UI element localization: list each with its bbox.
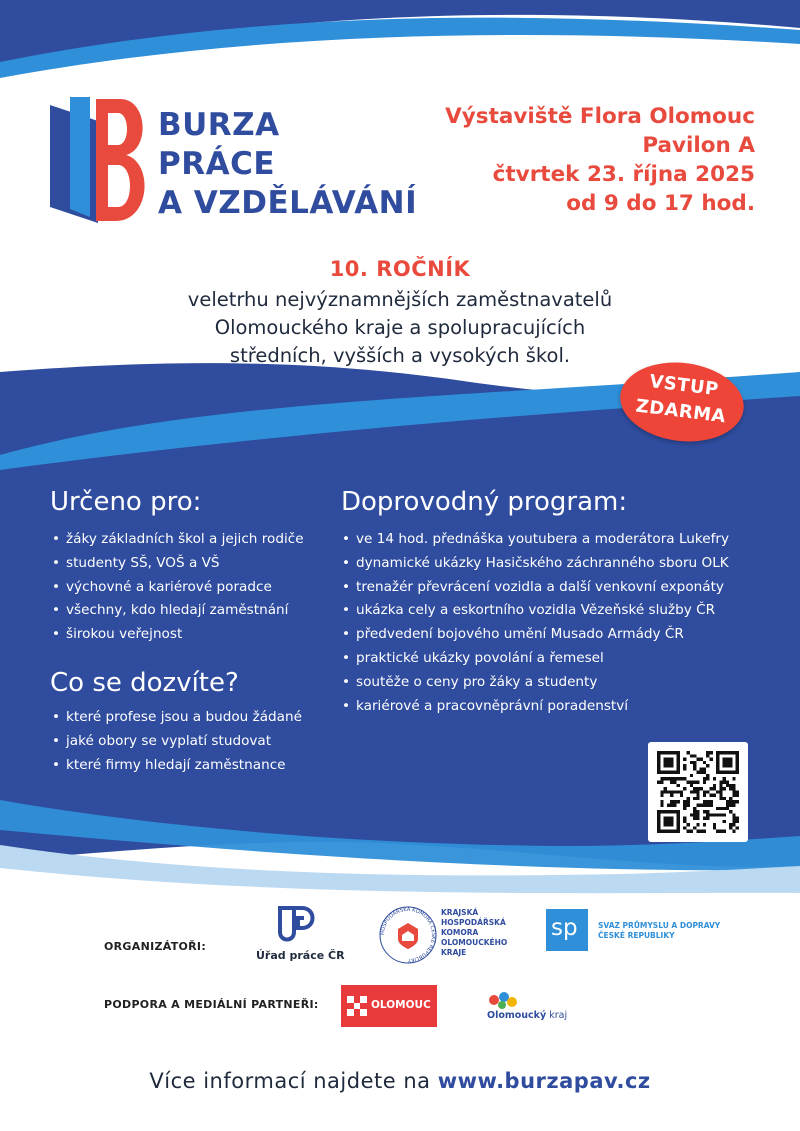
program-heading: Doprovodný program: (341, 487, 628, 517)
olomouc-city-name: OLOMOUC (371, 999, 431, 1011)
olomoucky-kraj-light: kraj (549, 1010, 568, 1021)
venue-pavilion: Pavilon A (642, 133, 755, 158)
olomoucky-kraj-name[interactable] (487, 1010, 567, 1021)
list-item: • které firmy hledají zaměstnance (52, 754, 302, 778)
khk-name-line3: KOMORA (441, 928, 479, 937)
list-item: • dynamické ukázky Hasičského záchranného sboru OLK (342, 552, 729, 576)
list-item: • které profese jsou a budou žádané (52, 706, 302, 730)
badge-line2: ZDARMA (634, 395, 728, 428)
urad-prace-logo-icon (276, 906, 318, 946)
logo-text-line2: PRÁCE (158, 146, 276, 182)
list-item: • ve 14 hod. přednáška youtubera a moderátora Lukefry (342, 528, 729, 552)
sp-name-line2: ČESKÉ REPUBLIKY (598, 931, 675, 940)
khk-name-line1: KRAJSKÁ (441, 908, 479, 917)
list-item: • studenty SŠ, VOŠ a VŠ (52, 552, 304, 576)
burza-logo-mark (50, 97, 150, 225)
list-item: • kariérové a pracovněprávní poradenství (342, 695, 729, 719)
list-item: • předvedení bojového umění Musado Armády ČR (342, 623, 729, 647)
olomouc-checker-icon (347, 996, 367, 1016)
venue-name: Výstaviště Flora Olomouc (445, 104, 755, 129)
qr-code-icon (657, 751, 739, 833)
footer-url-link[interactable]: www.burzapav.cz (437, 1069, 651, 1093)
intro-line3: středních, vyšších a vysokých škol. (229, 344, 571, 367)
list-item: • žáky základních škol a jejich rodiče (52, 528, 304, 552)
khk-seal-icon (378, 905, 438, 965)
list-item: • praktické ukázky povolání a řemesel (342, 647, 729, 671)
olomoucky-kraj-logo-icon (482, 990, 522, 1010)
logo-text-line3: A VZDĚLÁVÁNÍ (158, 185, 418, 221)
event-time: od 9 do 17 hod. (566, 191, 755, 216)
list-item: • širokou veřejnost (52, 623, 304, 647)
sp-name-line1: SVAZ PRŮMYSLU A DOPRAVY (598, 921, 721, 930)
sp-logo-mark: sp (551, 915, 578, 941)
target-heading: Určeno pro: (50, 487, 202, 517)
sp-logo-icon (546, 909, 588, 951)
organizers-label: ORGANIZÁTOŘI: (104, 940, 207, 953)
badge-line1: VSTUP (648, 370, 720, 401)
list-item: • trenažér převrácení vozidla a další venkovní exponáty (342, 576, 729, 600)
target-list (52, 528, 304, 647)
qr-code[interactable] (648, 742, 748, 842)
program-list (342, 528, 729, 718)
olomouc-city-logo[interactable] (341, 985, 437, 1027)
khk-name[interactable] (441, 908, 507, 958)
logo-text-line1: BURZA (158, 107, 280, 143)
list-item: • výchovné a kariérové poradce (52, 576, 304, 600)
khk-seal-text: HOSPODÁŘSKÁ KOMORA ČESKÉ REPUBLIKY (379, 906, 437, 964)
olomoucky-kraj-bold: Olomoucký (487, 1010, 547, 1021)
urad-prace-name[interactable]: Úřad práce ČR (256, 949, 345, 962)
learn-heading: Co se dozvíte? (50, 668, 239, 698)
intro-line1: veletrhu nejvýznamnějších zaměstnavatelů (187, 288, 613, 311)
khk-name-line2: HOSPODÁŘSKÁ (441, 918, 506, 927)
khk-name-line5: KRAJE (441, 948, 467, 957)
sp-name[interactable] (598, 921, 720, 941)
learn-list (52, 706, 302, 777)
list-item: • jaké obory se vyplatí studovat (52, 730, 302, 754)
list-item: • soutěže o ceny pro žáky a studenty (342, 671, 729, 695)
partners-label: PODPORA A MEDIÁLNÍ PARTNEŘI: (104, 998, 319, 1011)
footer-text: Více informací najdete na (149, 1069, 431, 1093)
intro-line2: Olomouckého kraje a spolupracujících (214, 316, 586, 339)
list-item: • všechny, kdo hledají zaměstnání (52, 599, 304, 623)
khk-name-line4: OLOMOUCKÉHO (441, 938, 508, 947)
footer-info (0, 1069, 800, 1093)
list-item: • ukázka cely a eskortního vozidla Vězeňské služby ČR (342, 599, 729, 623)
event-date: čtvrtek 23. října 2025 (492, 162, 755, 187)
edition-title: 10. ROČNÍK (329, 257, 471, 281)
